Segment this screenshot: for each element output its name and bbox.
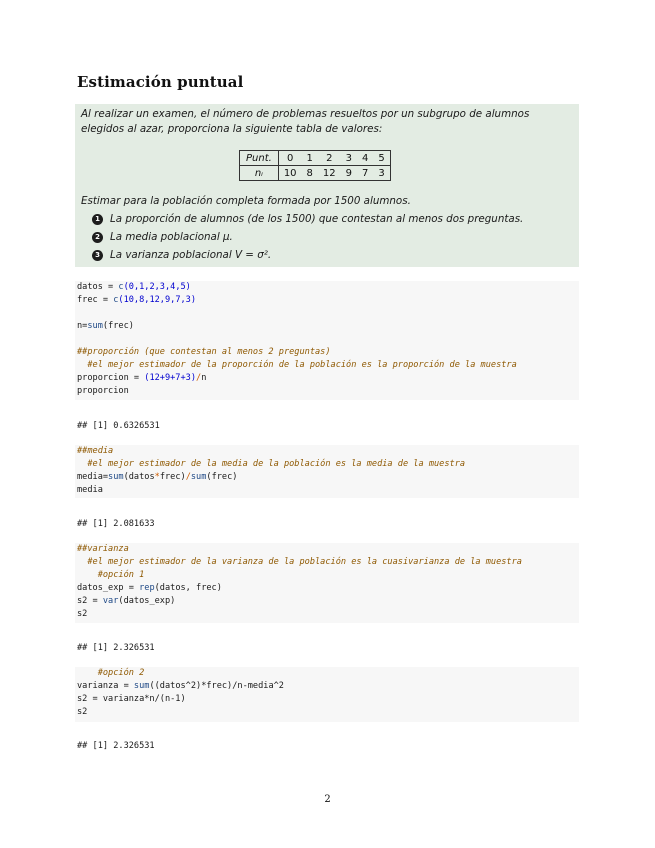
table-cell: 4 — [357, 151, 373, 166]
code-comment: #opción 1 — [77, 570, 145, 580]
code-block-media — [75, 445, 579, 498]
code-line: proporcion — [77, 386, 129, 396]
table-cell: 12 — [318, 166, 341, 181]
code-line: proporcion = (12+9+7+3)/n — [77, 373, 207, 383]
code-block-varianza — [75, 543, 579, 623]
table-row — [240, 166, 391, 181]
table-cell: 2 — [318, 151, 341, 166]
code-line: datos = c(0,1,2,3,4,5) — [77, 282, 191, 292]
problem-box — [75, 104, 579, 267]
code-line: frec = c(10,8,12,9,7,3) — [77, 295, 197, 305]
code-line: datos_exp = rep(datos, frec) — [77, 583, 222, 593]
code-line — [75, 307, 579, 320]
table-cell: 7 — [357, 166, 373, 181]
code-comment: #el mejor estimador de la varianza de la población es la cuasivarianza de la muestra — [77, 557, 522, 567]
code-comment: ##media — [77, 446, 114, 456]
code-line — [75, 333, 579, 346]
table-cell: 5 — [373, 151, 390, 166]
page-number: 2 — [324, 794, 331, 805]
code-comment: #opción 2 — [77, 668, 145, 678]
item-number-badge: 3 — [92, 250, 103, 261]
table-cell: 1 — [302, 151, 318, 166]
code-line: media — [77, 485, 103, 495]
item-text: La varianza poblacional V = σ². — [110, 249, 272, 261]
table-cell: 9 — [341, 166, 357, 181]
problem-intro: Al realizar un examen, el número de problemas resueltos por un subgrupo de alumnos elegidos al azar, proporciona la siguiente tabla de valores: — [81, 108, 530, 135]
table-row — [240, 151, 391, 166]
code-output: ## [1] 2.326531 — [77, 741, 155, 751]
code-block-proporcion — [75, 281, 579, 400]
code-comment: #el mejor estimador de la media de la población es la media de la muestra — [77, 459, 466, 469]
table-cell: 3 — [341, 151, 357, 166]
item-text: La media poblacional μ. — [110, 231, 233, 243]
code-line: varianza = sum((datos^2)*frec)/n-media^2 — [77, 681, 284, 691]
row-header-ni: nᵢ — [240, 166, 279, 181]
problem-task: Estimar para la población completa formada por 1500 alumnos. — [81, 195, 411, 207]
values-table — [239, 150, 391, 181]
code-line: media=sum(datos*frec)/sum(frec) — [77, 472, 238, 482]
code-block-opcion2 — [75, 667, 579, 722]
item-text: La proporción de alumnos (de los 1500) que contestan al menos dos preguntas. — [110, 213, 524, 225]
code-output: ## [1] 0.6326531 — [77, 421, 160, 431]
code-line: n=sum(frec) — [77, 321, 134, 331]
code-line: s2 = var(datos_exp) — [77, 596, 176, 606]
section-title: Estimación puntual — [77, 73, 244, 91]
item-number-badge: 1 — [92, 214, 103, 225]
code-comment: ##proporción (que contestan al menos 2 preguntas) — [77, 347, 331, 357]
code-output: ## [1] 2.081633 — [77, 519, 155, 529]
code-output: ## [1] 2.326531 — [77, 643, 155, 653]
code-line: s2 = varianza*n/(n-1) — [77, 694, 186, 704]
code-comment: #el mejor estimador de la proporción de la población es la proporción de la muestra — [77, 360, 517, 370]
table-cell: 3 — [373, 166, 390, 181]
table-cell: 0 — [278, 151, 301, 166]
code-line: s2 — [77, 609, 88, 619]
row-header-punt: Punt. — [240, 151, 279, 166]
code-comment: ##varianza — [77, 544, 129, 554]
code-line: s2 — [77, 707, 88, 717]
table-cell: 10 — [278, 166, 301, 181]
item-number-badge: 2 — [92, 232, 103, 243]
table-cell: 8 — [302, 166, 318, 181]
